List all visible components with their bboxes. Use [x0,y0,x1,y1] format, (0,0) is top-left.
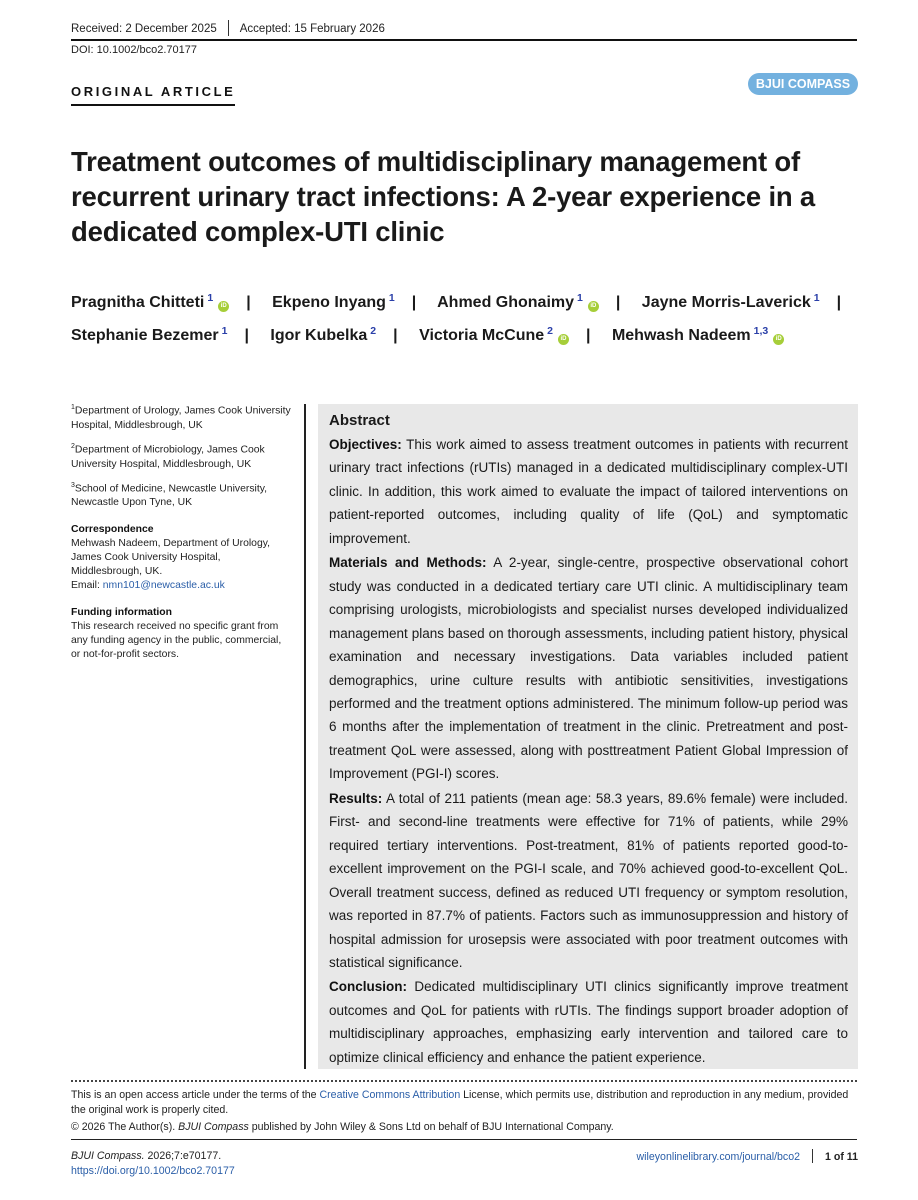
author[interactable] [71,327,227,344]
author-separator: | [586,327,591,344]
journal-badge[interactable]: BJUI COMPASS [748,73,858,95]
section-label: Results: [329,790,383,806]
affiliation [71,479,291,511]
author[interactable] [642,294,820,311]
funding-text: This research received no specific grant from any funding agency in the public, commercial, or not-for-profit sectors. [71,620,282,661]
author-separator: | [615,294,621,311]
author-separator: | [246,294,251,311]
affiliation-text: Department of Microbiology, James Cook University Hospital, Middlesbrough, UK [71,444,265,470]
email-link[interactable]: nmn101@newcastle.ac.uk [102,580,225,592]
orcid-icon[interactable]: iD [218,301,229,312]
author[interactable] [419,327,569,344]
section-text: A 2-year, single-centre, prospective observational cohort study was conducted in a dedicated tertiary care UTI clinic. A multidisciplinary team comprising urologists, microbiologists and specialist nurses developed individualized management plans based on thorough assessments, including patient history, physical examination and necessary investigations. Data variables included patient demographics, urine culture results with antibiotic sensitivities, investigations performed and the treatment options administered. The minimum follow-up period was 6 months after the implementation of treatment in the clinic. Pretreatment and post-treatment QoL were assessed, along with posttreatment Patient Global Impression of Improvement (PGI-I) scores. [329,555,848,782]
author-affiliation-number: 2 [547,325,553,337]
correspondence-heading: Correspondence [71,523,154,535]
article-info-column [71,401,291,669]
copyright-journal: BJUI Compass [178,1121,249,1133]
article-type-label: ORIGINAL ARTICLE [71,84,236,99]
abstract-conclusion [329,975,848,1069]
author-name: Ahmed Ghonaimy [437,294,575,311]
section-text: A total of 211 patients (mean age: 58.3 years, 89.6% female) were included. First- and second-line treatments were effective for 71% of patients, while 29% required tertiary interventions. Post-treatment, 81% of patients reported good-to-excellent improvement on the PGI-I scale, and 70% achieved good-to-excellent QoL. Overall treatment success, defined as reduced UTI frequency or symptom resolution, was reported in 87.7% of patients. Factors such as immunosuppression and history of hospital admission for urosepsis were associated with poor treatment outcomes with statistical significance. [329,790,848,970]
article-type-underline [71,104,235,106]
abstract-objectives [329,433,848,550]
doi: DOI: 10.1002/bco2.70177 [71,44,197,56]
footer-rule [71,1139,857,1140]
article-type [71,84,235,99]
email-label: Email: [71,580,103,592]
footer-separator [812,1149,813,1163]
author-name: Mehwash Nadeem [611,327,751,344]
license-pre: This is an open access article under the terms of the [71,1089,320,1101]
affiliation [71,401,291,433]
author-name: Pragnitha Chitteti [71,294,205,311]
author-separator: | [411,294,417,311]
citation-volume: 2026;7:e70177. [144,1150,222,1162]
article-dates [71,20,385,36]
author-affiliation-number: 1 [207,292,214,304]
author-separator: | [836,294,842,311]
author-name: Stephanie Bezemer [71,327,219,344]
author[interactable] [612,327,784,344]
footer-right [637,1149,858,1165]
author[interactable] [270,327,376,344]
author[interactable] [437,294,599,311]
orcid-icon[interactable]: iD [558,334,569,345]
footer-dotted-rule [71,1080,857,1082]
citation [71,1149,235,1178]
article-title: Treatment outcomes of multidisciplinary management of recurrent urinary tract infections: A 2-year experience in a dedicated complex-UTI clinic [71,146,816,247]
section-label: Conclusion: [329,979,407,995]
section-label: Objectives: [329,437,402,452]
author-separator: | [244,327,249,344]
author-affiliation-number: 1,3 [753,325,769,337]
copyright-pre: © 2026 The Author(s). [71,1121,179,1133]
correspondence-address: Mehwash Nadeem, Department of Urology, James Cook University Hospital, Middlesbrough, UK. [71,537,271,578]
abstract-side-rule [304,404,306,1069]
journal-site-link[interactable]: wileyonlinelibrary.com/journal/bco2 [636,1151,801,1163]
correspondence-text [71,537,291,594]
copyright-post: published by John Wiley & Sons Ltd on behalf of BJU International Company. [248,1121,614,1133]
abstract-methods [329,551,848,786]
author-name: Igor Kubelka [270,327,368,344]
author-affiliation-number: 1 [813,292,820,304]
affiliation-text: School of Medicine, Newcastle University, Newcastle Upon Tyne, UK [71,483,268,509]
received-date: Received: 2 December 2025 [71,23,217,35]
affiliation-text: Department of Urology, James Cook University Hospital, Middlesbrough, UK [71,405,291,431]
affiliation-number: 1 [71,404,75,411]
author-name: Victoria McCune [419,327,545,344]
accepted-date: Accepted: 15 February 2026 [239,23,385,35]
author-affiliation-number: 2 [370,325,377,337]
affiliation-number: 3 [71,481,75,489]
author-separator: | [393,327,398,344]
doi-link[interactable]: https://doi.org/10.1002/bco2.70177 [71,1164,235,1177]
author-list [71,284,861,350]
abstract-heading: Abstract [329,412,390,429]
abstract-box [318,404,858,1069]
creative-commons-link[interactable]: Creative Commons Attribution [319,1089,461,1101]
page-number: 1 of 11 [825,1151,858,1163]
section-text: This work aimed to assess treatment outcomes in patients with recurrent urinary tract infections (rUTIs) managed in a dedicated multidisciplinary complex-UTI clinic. In addition, this work aimed to evaluate the impact of tailored interventions on patient-reported outcomes, including quality of life (QoL) and symptomatic improvement. [329,437,848,546]
section-label: Materials and Methods: [329,555,487,571]
author[interactable] [71,294,229,311]
author-name: Ekpeno Inyang [272,294,386,311]
license-notice [71,1088,857,1135]
orcid-icon[interactable]: iD [773,334,784,345]
orcid-icon[interactable]: iD [588,301,599,312]
affiliation [71,440,291,472]
section-text: Dedicated multidisciplinary UTI clinics significantly improve treatment outcomes and QoL for patients with rUTIs. The findings support broader adoption of multidisciplinary approaches, emphasizing early intervention and tailored care to optimize clinical efficiency and enhance the patient experience. [329,979,848,1065]
funding-heading: Funding information [71,606,172,618]
license-post: License, which permits use, distribution and reproduction in any medium, provided the original work is properly cited. [71,1089,849,1116]
citation-journal: BJUI Compass. [71,1150,145,1162]
license-text [71,1088,857,1117]
date-separator [228,20,229,36]
author-affiliation-number: 1 [221,325,228,337]
abstract-results [329,787,848,975]
header-rule [71,39,857,41]
affiliation-number: 2 [71,442,75,450]
author-affiliation-number: 1 [388,292,395,304]
copyright [71,1120,857,1135]
author-affiliation-number: 1 [577,292,583,304]
author-name: Jayne Morris-Laverick [641,294,811,311]
author[interactable] [272,294,395,311]
